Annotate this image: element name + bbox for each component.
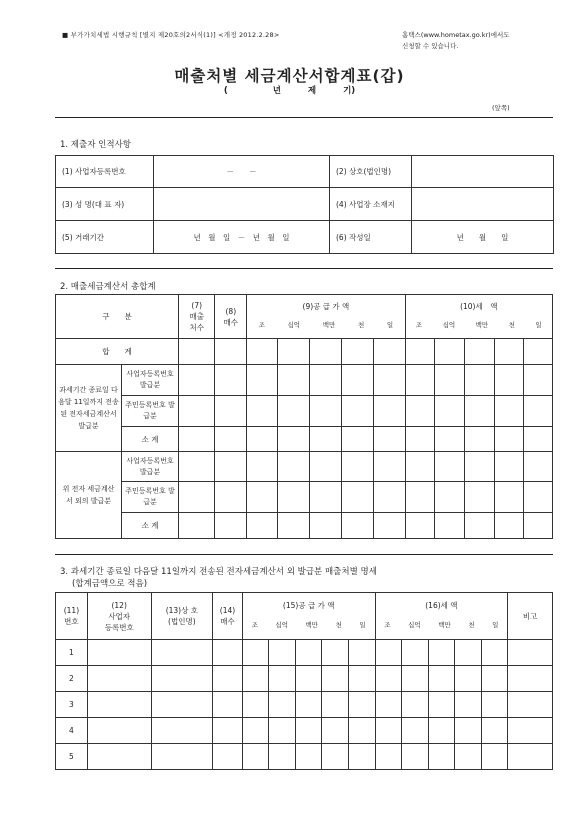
hometax-note	[402, 30, 510, 52]
section3-rule	[55, 554, 553, 555]
cell[interactable]	[247, 482, 278, 513]
cell[interactable]	[524, 339, 553, 365]
cell[interactable]	[508, 692, 553, 718]
table-row	[56, 692, 553, 718]
cell[interactable]	[247, 365, 278, 396]
subtitle-year: 년	[272, 86, 281, 96]
sales-summary-table	[55, 294, 553, 539]
cell[interactable]	[151, 666, 213, 692]
cell[interactable]	[405, 339, 435, 365]
cell[interactable]	[295, 640, 322, 666]
table-row	[56, 640, 553, 666]
cell[interactable]	[508, 666, 553, 692]
cell[interactable]	[213, 744, 243, 770]
row-number: 4	[56, 718, 88, 744]
cell[interactable]	[179, 482, 215, 513]
row-number: 1	[56, 640, 88, 666]
cell[interactable]	[524, 427, 553, 452]
cell[interactable]	[309, 452, 341, 482]
company-name-label: (2) 상호(법인명)	[330, 156, 412, 188]
regulation-header: ■ 부가가치세법 시행규칙 [별지 제20호의2서식(1)] <개정 2012.2.28>	[62, 31, 280, 39]
cell[interactable]	[373, 513, 405, 539]
cell[interactable]	[295, 744, 322, 770]
cell[interactable]	[341, 513, 373, 539]
buyer-detail-table	[55, 592, 553, 770]
unit-baekman: 백만	[475, 321, 489, 329]
cell[interactable]	[428, 718, 455, 744]
sheet-count-header: (8) 매수	[215, 295, 247, 339]
cell[interactable]	[508, 744, 553, 770]
cell[interactable]	[242, 692, 269, 718]
table-row	[56, 482, 553, 513]
top-rule	[55, 117, 553, 118]
cell[interactable]	[215, 339, 247, 365]
cell[interactable]	[524, 452, 553, 482]
supply-value-header	[247, 295, 405, 339]
supply-value-units	[247, 320, 404, 331]
remark-header: 비고	[508, 593, 553, 640]
cell[interactable]	[87, 640, 151, 666]
cell[interactable]	[213, 640, 243, 666]
cell[interactable]	[405, 365, 435, 396]
table-row	[56, 427, 553, 452]
cell[interactable]	[481, 718, 508, 744]
table-row	[56, 513, 553, 539]
cell[interactable]	[481, 692, 508, 718]
cell[interactable]	[455, 666, 482, 692]
cell[interactable]	[402, 640, 429, 666]
unit-jo: 조	[258, 321, 265, 329]
cell[interactable]	[322, 640, 349, 666]
cell[interactable]	[179, 339, 215, 365]
tax-amount-header	[375, 593, 508, 640]
cell[interactable]	[348, 666, 375, 692]
cell[interactable]	[87, 718, 151, 744]
cell[interactable]	[481, 744, 508, 770]
count-header: (14) 매수	[213, 593, 243, 640]
cell[interactable]	[464, 513, 494, 539]
tax-amount-title: (10)세 액	[460, 302, 498, 311]
cell[interactable]	[341, 427, 373, 452]
supply-value-title: (9)공 급 가 액	[302, 302, 350, 311]
buyer-count-header: (7) 매출 처수	[179, 295, 215, 339]
cell[interactable]	[278, 482, 310, 513]
cell[interactable]	[428, 640, 455, 666]
cell[interactable]	[348, 744, 375, 770]
cell[interactable]	[215, 396, 247, 427]
form-subtitle	[0, 84, 579, 96]
cell[interactable]	[435, 365, 465, 396]
cell[interactable]	[464, 427, 494, 452]
subtitle-open: (	[223, 86, 228, 96]
table-row	[56, 452, 553, 482]
cell[interactable]	[295, 692, 322, 718]
cell[interactable]	[278, 339, 310, 365]
cell[interactable]	[151, 744, 213, 770]
cell[interactable]	[481, 640, 508, 666]
cell[interactable]	[179, 513, 215, 539]
cell[interactable]	[309, 396, 341, 427]
cell[interactable]	[464, 396, 494, 427]
unit-cheon: 천	[468, 621, 475, 629]
cell[interactable]	[494, 452, 524, 482]
cell[interactable]	[494, 482, 524, 513]
form-title: 매출처별 세금계산서합계표(갑)	[174, 67, 405, 85]
write-date-field[interactable]: 년 월 일	[412, 221, 554, 254]
cell[interactable]	[215, 365, 247, 396]
unit-il: 일	[535, 321, 542, 329]
cell[interactable]	[524, 482, 553, 513]
cell[interactable]	[524, 396, 553, 427]
cell[interactable]	[402, 744, 429, 770]
cell[interactable]	[295, 718, 322, 744]
cell[interactable]	[295, 666, 322, 692]
cell[interactable]	[373, 339, 405, 365]
supply-value-title: (15)공 급 가 액	[282, 601, 335, 610]
cell[interactable]	[309, 339, 341, 365]
cell[interactable]	[375, 744, 402, 770]
cell[interactable]	[435, 513, 465, 539]
number-header: (11) 번호	[56, 593, 88, 640]
buyer-reg-header: (12) 사업자 등록번호	[87, 593, 151, 640]
cell[interactable]	[373, 396, 405, 427]
cell[interactable]	[151, 718, 213, 744]
subtotal-label: 소 계	[121, 427, 178, 452]
page-side-label: (앞쪽)	[492, 104, 510, 112]
cell[interactable]	[508, 640, 553, 666]
cell[interactable]	[348, 692, 375, 718]
cell[interactable]	[348, 640, 375, 666]
sub-resident-label: 주민등록번호 발급분	[121, 482, 178, 513]
cell[interactable]	[179, 452, 215, 482]
hometax-line-2: 신청할 수 있습니다.	[402, 42, 459, 50]
cell[interactable]	[428, 666, 455, 692]
buyer-name-header: (13)상 호 (법인명)	[151, 593, 213, 640]
unit-il: 일	[492, 621, 499, 629]
unit-sipeok: 십억	[275, 621, 288, 629]
cell[interactable]	[373, 365, 405, 396]
cell[interactable]	[494, 396, 524, 427]
cell[interactable]	[87, 744, 151, 770]
cell[interactable]	[464, 482, 494, 513]
address-label: (4) 사업장 소재지	[330, 188, 412, 221]
cell[interactable]	[435, 339, 465, 365]
cell[interactable]	[278, 452, 310, 482]
cell[interactable]	[278, 365, 310, 396]
cell[interactable]	[247, 339, 278, 365]
subtitle-close: 기)	[343, 86, 356, 96]
submitter-info-table	[55, 155, 554, 254]
cell[interactable]	[405, 396, 435, 427]
cell[interactable]	[435, 482, 465, 513]
cell[interactable]	[402, 666, 429, 692]
cell[interactable]	[435, 452, 465, 482]
cell[interactable]	[455, 744, 482, 770]
cell[interactable]	[524, 513, 553, 539]
table-row	[56, 666, 553, 692]
gubun-header: 구 분	[56, 295, 179, 339]
biz-reg-number-field[interactable]: － －	[154, 156, 330, 188]
unit-cheon: 천	[335, 621, 342, 629]
company-name-field[interactable]	[412, 156, 554, 188]
tax-amount-units	[376, 620, 508, 631]
table-row	[56, 365, 553, 396]
representative-label: (3) 성 명(대 표 자)	[56, 188, 154, 221]
cell[interactable]	[341, 365, 373, 396]
trade-period-field[interactable]: 년 월 일 － 년 월 일	[154, 221, 330, 254]
unit-cheon: 천	[508, 321, 515, 329]
cell[interactable]	[494, 365, 524, 396]
cell[interactable]	[428, 692, 455, 718]
cell[interactable]	[278, 513, 310, 539]
cell[interactable]	[341, 339, 373, 365]
section3-note: (합계금액으로 적음)	[72, 579, 148, 589]
unit-sipeok: 십억	[408, 621, 421, 629]
cell[interactable]	[405, 427, 435, 452]
unit-sipeok: 십억	[442, 321, 456, 329]
cell[interactable]	[309, 482, 341, 513]
cell[interactable]	[242, 718, 269, 744]
cell[interactable]	[179, 427, 215, 452]
cell[interactable]	[341, 482, 373, 513]
cell[interactable]	[309, 427, 341, 452]
cell[interactable]	[247, 513, 278, 539]
cell[interactable]	[247, 427, 278, 452]
table-row	[56, 744, 553, 770]
cell[interactable]	[269, 692, 296, 718]
subtitle-term: 제	[307, 86, 317, 96]
cell[interactable]	[151, 640, 213, 666]
tax-amount-title: (16)세 액	[425, 601, 458, 610]
sub-biz-label: 사업자등록번호 발급분	[121, 365, 178, 396]
cell[interactable]	[151, 692, 213, 718]
cell[interactable]	[322, 666, 349, 692]
cell[interactable]	[405, 482, 435, 513]
table-row	[56, 718, 553, 744]
cell[interactable]	[269, 718, 296, 744]
row-number: 2	[56, 666, 88, 692]
cell[interactable]	[375, 640, 402, 666]
cell[interactable]	[494, 427, 524, 452]
unit-il: 일	[359, 621, 366, 629]
cell[interactable]	[375, 692, 402, 718]
address-field[interactable]	[412, 188, 554, 221]
subtotal-label: 소 계	[121, 513, 178, 539]
cell[interactable]	[87, 692, 151, 718]
cell[interactable]	[269, 744, 296, 770]
sub-biz-label: 사업자등록번호 발급분	[121, 452, 178, 482]
total-row	[56, 339, 553, 365]
cell[interactable]	[247, 452, 278, 482]
cell[interactable]	[215, 427, 247, 452]
cell[interactable]	[348, 718, 375, 744]
section3-heading: 3. 과세기간 종료일 다음달 11일까지 전송된 전자세금계산서 외 발급분 매출처별 명세	[60, 567, 377, 577]
supply-value-units	[243, 620, 375, 631]
cell[interactable]	[375, 666, 402, 692]
cell[interactable]	[179, 365, 215, 396]
cell[interactable]	[278, 396, 310, 427]
row-number: 5	[56, 744, 88, 770]
cell[interactable]	[402, 692, 429, 718]
cell[interactable]	[375, 718, 402, 744]
cell[interactable]	[481, 666, 508, 692]
cell[interactable]	[455, 692, 482, 718]
row-number: 3	[56, 692, 88, 718]
cell[interactable]	[269, 640, 296, 666]
hometax-line-1: 홈택스(www.hometax.go.kr)에서도	[402, 31, 510, 39]
cell[interactable]	[373, 452, 405, 482]
unit-jo: 조	[415, 321, 423, 329]
unit-sipeok: 십억	[287, 321, 301, 329]
supply-value-header	[242, 593, 375, 640]
section1-heading: 1. 제출자 인적사항	[60, 140, 131, 150]
cell[interactable]	[179, 396, 215, 427]
cell[interactable]	[213, 666, 243, 692]
cell[interactable]	[455, 640, 482, 666]
cell[interactable]	[215, 513, 247, 539]
cell[interactable]	[464, 339, 494, 365]
cell[interactable]	[405, 513, 435, 539]
cell[interactable]	[464, 452, 494, 482]
unit-jo: 조	[251, 621, 258, 629]
cell[interactable]	[508, 718, 553, 744]
table-row	[56, 396, 553, 427]
cell[interactable]	[215, 452, 247, 482]
cell[interactable]	[242, 744, 269, 770]
cell[interactable]	[428, 744, 455, 770]
cell[interactable]	[269, 666, 296, 692]
unit-baekman: 백만	[305, 621, 319, 629]
cell[interactable]	[213, 692, 243, 718]
unit-jo: 조	[384, 621, 391, 629]
cell[interactable]	[322, 692, 349, 718]
cell[interactable]	[242, 640, 269, 666]
cell[interactable]	[464, 365, 494, 396]
cell[interactable]	[341, 396, 373, 427]
cell[interactable]	[309, 513, 341, 539]
cell[interactable]	[494, 339, 524, 365]
cell[interactable]	[435, 427, 465, 452]
group-electronic-label: 과세기간 종료일 다음달 11일까지 전송된 전자세금계산서 발급분	[56, 365, 122, 452]
section2-heading: 2. 매출세금계산서 총합계	[60, 282, 156, 292]
cell[interactable]	[435, 396, 465, 427]
trade-period-label: (5) 거래기간	[56, 221, 154, 254]
unit-il: 일	[386, 321, 394, 329]
section2-rule	[55, 268, 553, 269]
cell[interactable]	[322, 744, 349, 770]
cell[interactable]	[373, 427, 405, 452]
tax-amount-header	[405, 295, 552, 339]
cell[interactable]	[213, 718, 243, 744]
cell[interactable]	[215, 482, 247, 513]
cell[interactable]	[87, 666, 151, 692]
cell[interactable]	[247, 396, 278, 427]
sub-resident-label: 주민등록번호 발급분	[121, 396, 178, 427]
cell[interactable]	[494, 513, 524, 539]
write-date-label: (6) 작성일	[330, 221, 412, 254]
cell[interactable]	[322, 718, 349, 744]
biz-reg-number-label: (1) 사업자등록번호	[56, 156, 154, 188]
cell[interactable]	[524, 365, 553, 396]
tax-amount-units	[406, 320, 552, 331]
cell[interactable]	[455, 718, 482, 744]
cell[interactable]	[242, 666, 269, 692]
cell[interactable]	[373, 482, 405, 513]
unit-baekman: 백만	[438, 621, 451, 629]
group-other-label: 위 전자 세금계산서 외의 발급분	[56, 452, 122, 539]
unit-baekman: 백만	[322, 321, 336, 329]
total-label: 합 계	[56, 339, 179, 365]
cell[interactable]	[405, 452, 435, 482]
cell[interactable]	[402, 718, 429, 744]
representative-field[interactable]	[154, 188, 330, 221]
cell[interactable]	[309, 365, 341, 396]
cell[interactable]	[278, 427, 310, 452]
cell[interactable]	[341, 452, 373, 482]
unit-cheon: 천	[357, 321, 365, 329]
